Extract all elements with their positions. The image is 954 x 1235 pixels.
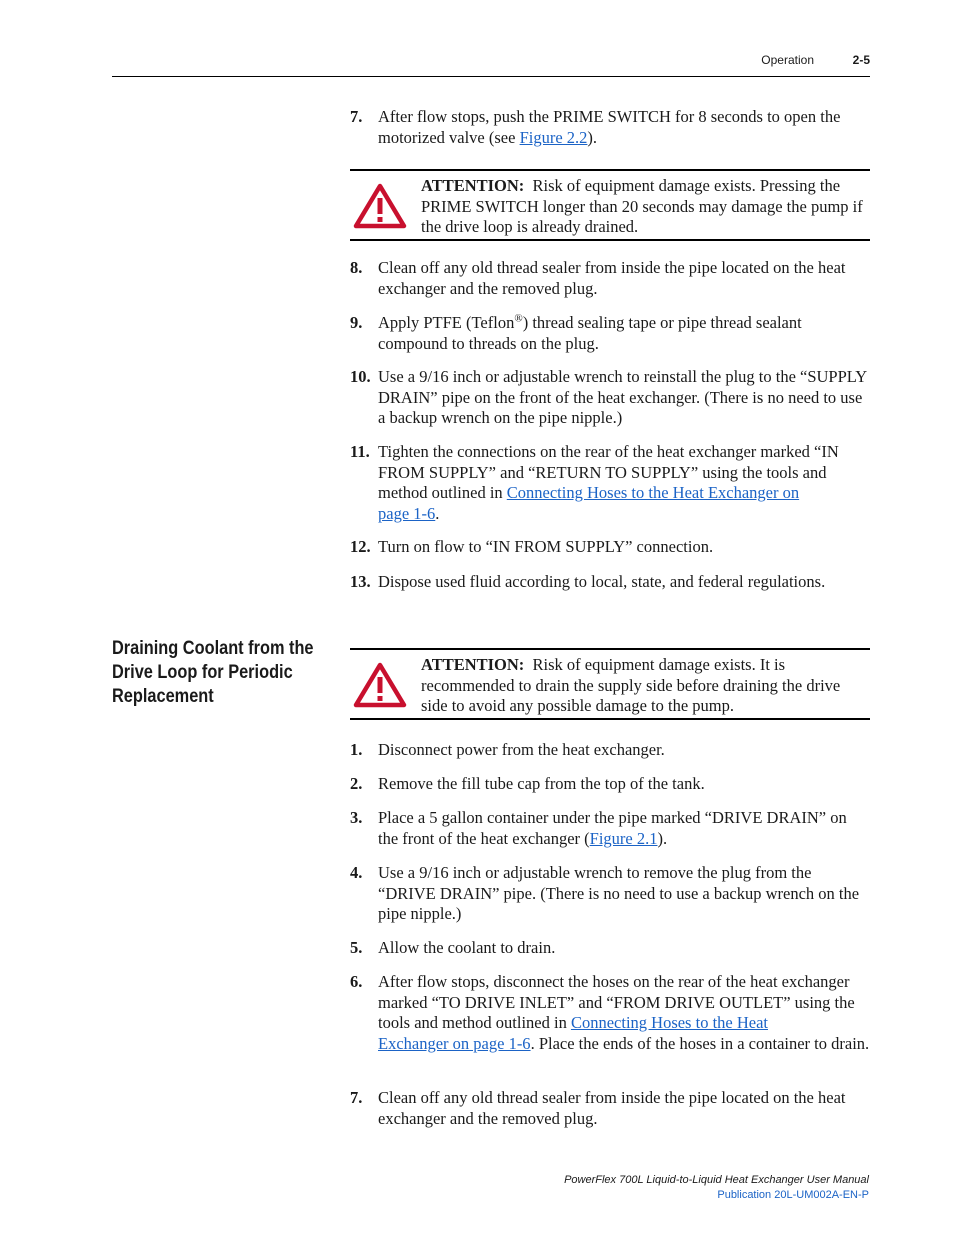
step-number: 9. <box>350 313 363 332</box>
step-text: Allow the coolant to drain. <box>378 938 556 957</box>
step-text: Apply PTFE (Teflon®) thread sealing tape or pipe thread sealant compound to threads on the plug. <box>378 312 802 353</box>
page-header <box>112 50 870 77</box>
step-number: 5. <box>350 938 363 957</box>
step-text: Clean off any old thread sealer from inside the pipe located on the heat exchanger and the removed plug. <box>378 1088 846 1128</box>
step-text: Turn on flow to “IN FROM SUPPLY” connection. <box>378 537 714 556</box>
step-text: Disconnect power from the heat exchanger. <box>378 740 665 759</box>
step-number: 11. <box>350 442 370 461</box>
step-item <box>350 572 870 593</box>
step-item <box>350 808 870 849</box>
step-number: 6. <box>350 972 363 991</box>
attention-text: ATTENTION: Risk of equipment damage exists. It is recommended to drain the supply side before draining the drive side to avoid any possible damage to the pump. <box>421 655 841 715</box>
figure-2-2-link[interactable]: Figure 2.2 <box>519 127 588 147</box>
warning-triangle-icon <box>353 183 407 229</box>
step-number: 2. <box>350 774 363 793</box>
step-text: Dispose used fluid according to local, state, and federal regulations. <box>378 572 826 591</box>
page-footer <box>564 1173 869 1203</box>
footer-manual-title: PowerFlex 700L Liquid-to-Liquid Heat Exchanger User Manual <box>564 1174 869 1186</box>
attention-label: ATTENTION: <box>421 176 525 195</box>
step-text: After flow stops, disconnect the hoses on the rear of the heat exchanger marked “TO DRIVE INLET” and “FROM DRIVE OUTLET” using the tools and method outlined in Connecting Hoses to the Heat Exchanger on page 1-6. Place the ends of the hoses in a container to drain. <box>378 972 870 1053</box>
header-page-number: 2-5 <box>852 53 870 67</box>
step-item <box>350 774 870 795</box>
step-item <box>350 107 870 148</box>
step-item <box>350 863 870 925</box>
step-item <box>350 313 870 354</box>
attention-notice <box>350 169 870 241</box>
warning-triangle-icon <box>353 662 407 708</box>
step-item <box>350 367 870 429</box>
attention-text: ATTENTION: Risk of equipment damage exists. Pressing the PRIME SWITCH longer than 20 seconds may damage the pump if the drive loop is already drained. <box>421 176 863 236</box>
footer-publication-link[interactable]: Publication 20L-UM002A-EN-P <box>717 1189 869 1201</box>
step-item <box>350 1088 870 1129</box>
connecting-hoses-link[interactable]: Connecting Hoses to the Heat Exchanger on page 1-6 <box>378 483 800 523</box>
step-text: Use a 9/16 inch or adjustable wrench to reinstall the plug to the “SUPPLY DRAIN” pipe on the front of the heat exchanger. (There is no need to use a backup wrench on the pipe nipple.) <box>378 367 867 427</box>
step-number: 7. <box>350 1088 363 1107</box>
attention-label: ATTENTION: <box>421 655 525 674</box>
step-text: Clean off any old thread sealer from inside the pipe located on the heat exchanger and the removed plug. <box>378 258 846 298</box>
registered-mark: ® <box>514 312 523 325</box>
step-item <box>350 537 870 558</box>
step-item <box>350 972 870 1054</box>
step-text: Use a 9/16 inch or adjustable wrench to remove the plug from the “DRIVE DRAIN” pipe. (There is no need to use a backup wrench on the pipe nipple.) <box>378 863 860 923</box>
step-text: Place a 5 gallon container under the pipe marked “DRIVE DRAIN” on the front of the heat exchanger (Figure 2.1). <box>378 808 847 848</box>
attention-notice <box>350 648 870 720</box>
step-item <box>350 442 870 524</box>
step-number: 3. <box>350 808 363 827</box>
header-section-title: Operation <box>761 53 814 67</box>
step-text: After flow stops, push the PRIME SWITCH for 8 seconds to open the motorized valve (see Figure 2.2). <box>378 107 841 147</box>
step-text: Remove the fill tube cap from the top of the tank. <box>378 774 705 793</box>
step-number: 12. <box>350 537 371 556</box>
connecting-hoses-link[interactable]: Connecting Hoses to the Heat Exchanger on page 1-6 <box>378 1013 768 1053</box>
step-number: 8. <box>350 258 363 277</box>
step-number: 4. <box>350 863 363 882</box>
step-item <box>350 258 870 299</box>
step-number: 13. <box>350 572 371 591</box>
step-item <box>350 740 870 761</box>
figure-2-1-link[interactable]: Figure 2.1 <box>589 828 658 848</box>
step-number: 1. <box>350 740 363 759</box>
section-heading: Draining Coolant from the Drive Loop for Periodic Replacement <box>112 638 314 707</box>
step-number: 10. <box>350 367 371 386</box>
step-text: Tighten the connections on the rear of the heat exchanger marked “IN FROM SUPPLY” and “RETURN TO SUPPLY” using the tools and method outlined in Connecting Hoses to the Heat Exchanger on page 1-6. <box>378 442 839 523</box>
step-number: 7. <box>350 107 363 126</box>
step-item <box>350 938 870 959</box>
